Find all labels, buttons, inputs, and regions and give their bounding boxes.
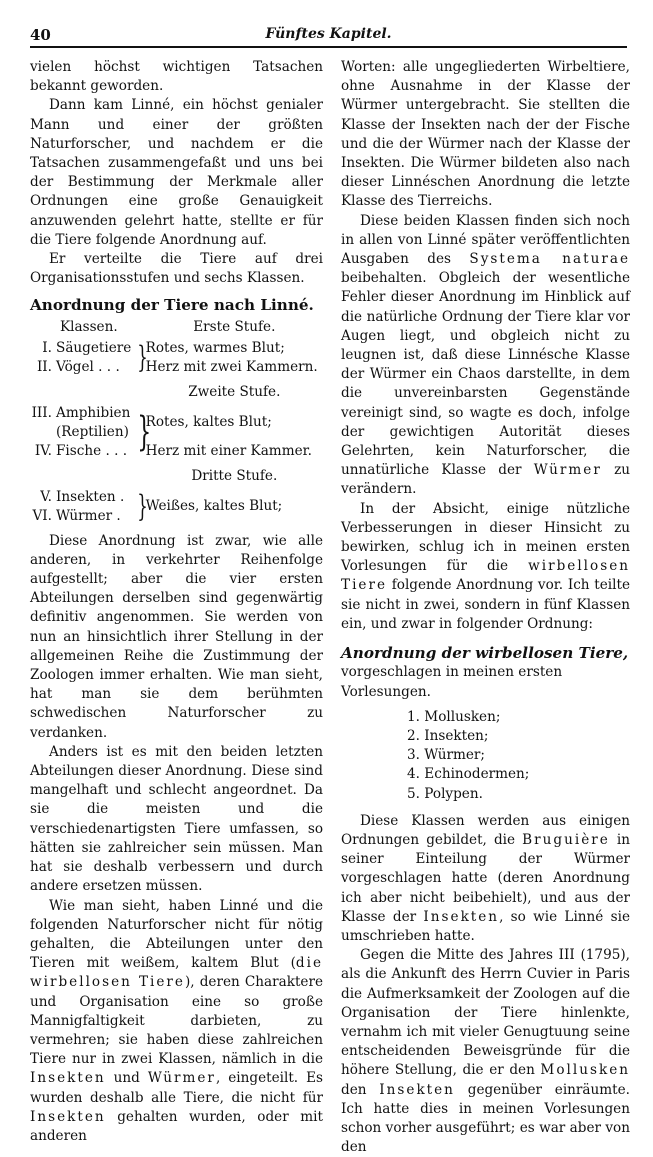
spaced-term: Bruguière xyxy=(522,831,610,848)
paragraph: Anders ist es mit den beiden letzten Abteilungen dieser Anordnung. Diese sind mangelhaft und schlecht angeordnet. Da sie die meisten und die verschiedenartigsten Tiere umfassen, so hätten sie zahlreicher sein müssen. Man hat sie deshalb verbessern und durch andere ersetzen müssen. xyxy=(30,743,323,895)
section-title-linne: Anordnung der Tiere nach Linné. xyxy=(30,296,314,315)
class-name-sub: (Reptilien) xyxy=(56,423,129,440)
class-number: VI. xyxy=(32,507,52,524)
class-name: Insekten . xyxy=(56,488,125,505)
spaced-term: Mollusken xyxy=(540,1062,630,1079)
paragraph: Gegen die Mitte des Jahres III (1795), als die Ankunft des Herrn Cuvier in Paris die Aufmerksamkeit der Zoologen auf die Organisation der Tiere hinlenkte, vernahm ich mit vieler Genugtuung seine entscheidenden Beweisgründe für die höhere Stellung, die er den Mollusken den Insekten gegenüber einräumte. Ich hatte dies in meinen Vorlesungen schon vorher ausgeführt; es war aber von den xyxy=(341,947,630,1156)
spaced-term: Würmer xyxy=(147,1070,216,1087)
paragraph: Diese beiden Klassen finden sich noch in allen von Linné später veröffentlichten Ausgaben des Systema naturae beibehalten. Obgleich der wesentliche Fehler dieser Anordnung im Hinblick auf die natürliche Ordnung der Tiere klar vor Augen liegt, und obgleich nicht zu leugnen ist, daß diese Linnésche Klasse der Würmer ein Chaos darstellte, in dem die unvereinbarsten Gegenstände vereinigt sind, so wagte es doch, infolge der gewichtigen Autorität dieses Gelehrten, kein Naturforscher, die unnatürliche Klasse der Würmer zu verändern. xyxy=(341,212,630,498)
list-item: 4. Echinodermen; xyxy=(407,766,530,783)
linne-classification-table xyxy=(30,318,323,526)
class-name: Fische . . . xyxy=(56,442,128,459)
list-item: 1. Mollusken; xyxy=(407,708,501,725)
class-number: IV. xyxy=(34,442,52,459)
spaced-term: Würmer xyxy=(533,462,602,479)
stage-label: Zweite Stufe. xyxy=(188,383,281,400)
spaced-term: Systema naturae xyxy=(469,251,630,268)
running-title: Fünftes Kapitel. xyxy=(265,26,392,42)
class-list xyxy=(407,708,630,804)
stage-label: Erste Stufe. xyxy=(193,318,276,335)
brace-glyph: } xyxy=(136,339,148,375)
class-name xyxy=(56,404,134,442)
class-number: II. xyxy=(36,358,52,375)
column-header-klassen: Klassen. xyxy=(60,318,118,335)
class-description: Herz mit einer Kammer. xyxy=(145,442,312,459)
list-item: 3. Würmer; xyxy=(407,747,485,764)
class-name: Würmer . xyxy=(56,507,121,524)
class-number: III. xyxy=(31,404,52,421)
class-description: Herz mit zwei Kammern. xyxy=(145,358,318,375)
class-name-amphibien: Amphibien xyxy=(56,404,131,421)
paragraph: vielen höchst wichtigen Tatsachen bekannt geworden. xyxy=(30,59,323,95)
paragraph: Worten: alle ungegliederten Wirbeltiere, ohne Ausnahme in der Klasse der Würmer untergebracht. Sie stellten die Klasse der Insekten nach der der Fische und die der Würmer nach der Klasse der Insekten. Die Würmer bildeten also nach dieser Linnéschen Anordnung die letzte Klasse des Tierreichs. xyxy=(341,59,630,210)
spaced-term: Insekten xyxy=(379,1081,455,1098)
class-description: Rotes, warmes Blut; xyxy=(145,339,285,356)
right-column xyxy=(341,58,630,1157)
left-column xyxy=(30,58,323,1146)
list-item: 5. Polypen. xyxy=(407,785,483,802)
class-description: Weißes, kaltes Blut; xyxy=(145,498,283,515)
paragraph: Dann kam Linné, ein höchst genialer Mann und einer der größten Naturforscher, und nachdem er die Tatsachen zusammengefaßt und uns bei der Bestimmung der Merkmale aller Ordnungen eine große Genauigkeit anzuwenden gelehrt hatte, stellte er für die Tiere folgende Anordnung auf. xyxy=(30,97,323,248)
class-number: I. xyxy=(42,339,52,356)
paragraph: Wie man sieht, haben Linné und die folgenden Naturforscher nicht für nötig gehalten, die Abteilungen unter den Tieren mit weißem, kaltem Blut (die wirbellosen Tiere), deren Charaktere und Organisation eine so große Mannigfaltigkeit darbieten, zu vermehren; sie haben diese zahlreichen Tiere nur in zwei Klassen, nämlich in die Insekten und Würmer, eingeteilt. Es wurden deshalb alle Tiere, die nicht für Insekten gehalten wurden, oder mit anderen xyxy=(30,897,323,1144)
list-item: 2. Insekten; xyxy=(407,727,489,744)
paragraph: Diese Klassen werden aus einigen Ordnungen gebildet, die Bruguière in seiner Einteilung der Würmer vorgeschlagen hatte (deren Anordnung ich aber nicht beibehielt), und aus der Klasse der Insekten, so wie Linné sie umschrieben hatte. xyxy=(341,812,631,944)
spaced-term: wirbellosen Tiere xyxy=(341,558,630,594)
paragraph: Er verteilte die Tiere auf drei Organisationsstufen und sechs Klassen. xyxy=(30,251,323,287)
spaced-term: die wirbellosen Tiere xyxy=(30,955,323,991)
page-header xyxy=(30,24,627,48)
section-subtitle: vorgeschlagen in meinen ersten Vorlesungen. xyxy=(341,664,563,700)
paragraph: In der Absicht, einige nützliche Verbesserungen in dieser Hinsicht zu bewirken, schlug ich in meinen ersten Vorlesungen für die wirbellosen Tiere folgende Anordnung vor. Ich teilte sie nicht in zwei, sondern in fünf Klassen ein, und zwar in folgender Ordnung: xyxy=(341,500,630,632)
class-description: Rotes, kaltes Blut; xyxy=(145,414,272,431)
brace-glyph: } xyxy=(136,409,151,456)
class-number: V. xyxy=(40,488,52,505)
class-name: Säugetiere xyxy=(56,339,132,356)
paragraph: Diese Anordnung ist zwar, wie alle anderen, in verkehrter Reihenfolge aufgestellt; aber die vier ersten Abteilungen derselben sind gegenwärtig definitiv angenommen. Sie werden von nun an hinsichtlich ihrer Stellung in der allgemeinen Reihe die Zustimmung der Zoologen immer erhalten. Wie man sieht, hat man sie dem berühmten schwedischen Naturforscher zu verdanken. xyxy=(30,532,323,741)
spaced-term: Insekten xyxy=(30,1108,106,1125)
section-title-wirbellose: Anordnung der wirbellosen Tiere, xyxy=(341,644,629,663)
class-name: Vögel . . . xyxy=(56,358,120,375)
brace-glyph: } xyxy=(136,488,148,524)
stage-label: Dritte Stufe. xyxy=(191,467,278,484)
spaced-term: Insekten xyxy=(30,1070,106,1087)
spaced-term: Insekten xyxy=(423,908,500,925)
page-number: 40 xyxy=(30,26,51,44)
